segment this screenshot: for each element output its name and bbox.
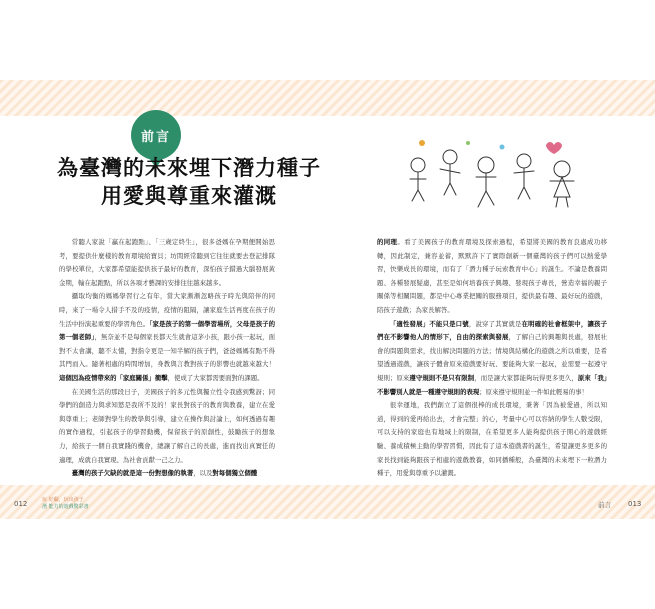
highlight-text: 遵守規則不是只有限制 (409, 373, 475, 382)
paragraph-text: ，以及 (193, 469, 213, 478)
paragraph-text: ，無奈並不是每個家長都天生就會這茅小孩，跟小孩一起玩，面對不太會講，聽不太懂，對指令更是一知半解的孩子們，爸爸媽媽有點不得其門而入。隨著相處的時間增加，身教與言教對孩子的影響也就越來越大！ (59, 333, 275, 369)
left-text-column (59, 236, 275, 481)
paragraph-text: ；原來遵守規則並一件如此輕易的事！ (479, 387, 588, 396)
paragraph: 在美國生活的那段日子，美國孩子的多元性與獨立性令我感到驚訝；同學們的創造力與求知慾是我所不及的！家長對孩子的教育與教養，建立在愛與尊重上；老師對學生的教學與引導，建立在操作與討論上，如何透過有趣的實作過程，引起孩子的學習動機，保留孩子的原創性，鼓勵孩子的想象力，給孩子一個自我實踐的機會，總讓了解自己的長處，進而找出真實任的適理，成就自我實現、為社會貢獻一己之力。 (59, 387, 275, 464)
children-doodle-illustration (398, 135, 588, 215)
child-1-body (410, 172, 426, 201)
preface-badge: 前言 (131, 110, 181, 160)
child-5-head (554, 161, 570, 177)
brand-line-1: 玩 好礙，玩出孩子 (42, 497, 84, 503)
page-number-right: 013 (628, 500, 642, 508)
top-decorative-band (0, 80, 655, 116)
highlight-text: 「適性發展」不能只是口號 (389, 319, 469, 328)
paragraph-text: 。看了美國孩子的教育環境及探索過程，希望將美國的教育良處成功移轉，因此制定，兼容並蓄，默默許下了實際創新一個臺灣的孩子們可以熱愛學習，快樂成長的環境，而有了「潛力種子玩索教育中心」的誕生。不論是教養問題、各種發展疑慮，甚至是如何培養孩子興趣、發現孩子專長，營造幸福的親子關係等相關問題，都是中心專業把關的服務項目，提供最有趣、最好玩的遊戲，陪孩子遊戲；為家長解答。 (377, 238, 607, 314)
paragraph: 常聽人家說「贏在起跑點」、「三歲定終生」，很多爸媽在孕期便開始思考，要提供什麼樣的教育環境給寶貝；坊間經常聽到它往往就要去登記排隊的學校單位，大家都希望能提供孩子最好的教育，深怕孩子錯過大腦發展黃金期，輸在起跑點，所以各項才藝課的安排往往越來越多。 (59, 238, 275, 287)
highlight-text: 原來「我」不影響別人就是一種遵守規則的表現 (377, 373, 608, 396)
right-text-column (377, 236, 607, 481)
heart-icon (546, 142, 562, 154)
section-label: 前言 (598, 501, 611, 509)
child-2-head (443, 150, 457, 164)
child-5-body (550, 177, 574, 207)
child-3-head (478, 157, 494, 173)
child-2-body (440, 164, 460, 195)
spark-dot-icon (500, 145, 505, 150)
brand-line-2: 潛 能力的遊戲驚彩書 (42, 504, 89, 510)
highlight-text: 在明確的社會框架中，讓孩子們在不影響他人的情形下，自由的探索與發展 (377, 319, 608, 342)
paragraph-text: ，了解自己的興趣與長處，發展社會的問題與需求，找出解決問題的方法；情境與結構化的遊戲之所以重要，是希望透過遊戲，讓孩子體會原來遊戲要好玩、要能夠大家一起玩，並需要一起遵守規則；原來 (377, 333, 608, 382)
page-title-line1: 為臺灣的未來埋下潛力種子 (57, 155, 321, 180)
highlight-text: 「家是孩子的第一個學習場所，父母是孩子的第一個老師」 (59, 319, 275, 342)
highlight-text: 對每個獨立個體 (212, 469, 258, 478)
paragraph-text: 攝取均衡的媽媽學習行之有年，當大家漸漸忽略孩子時光與陪伴的同時，來了一場令人措手不及的疫情，疫情的阻隔，讓家庭生活再度在孩子的生活中扮演起重要的學習角色。 (59, 292, 275, 328)
paragraph-text: ，說穿了其實就是 (468, 319, 522, 328)
child-4-head (517, 154, 531, 168)
paragraph (377, 236, 607, 318)
spark-dot-icon (419, 140, 425, 146)
child-3-body (476, 173, 496, 207)
paragraph-text: ，使成了大家都需要面對的課題。 (167, 373, 264, 382)
page-title-line2: 用愛與尊重來灌溉 (101, 183, 277, 208)
paragraph (59, 290, 275, 385)
page-number-left: 012 (14, 500, 28, 508)
paragraph (377, 318, 607, 400)
highlight-text: 臺灣的孩子欠缺的就是這一份對想像的執著 (71, 469, 194, 478)
spark-dot-icon (466, 141, 470, 145)
paragraph (59, 467, 275, 481)
paragraph-text: ，而是讓大家都能夠玩得更多更久， (474, 373, 578, 382)
paragraph: 很幸運地，我們創立了這個很棒的成長環境，秉著「因為被愛過，所以知道，得到的愛再給出去，才會完整」的心，考量中心可以容納的學生人數受限，可以支持的家庭也有地域上的限制，在希望更多人能夠提供孩子開心的遊戲經驗、養成積極主動的學習習慣，因此有了這本遊戲書的誕生，希望讓更多更多的家長找到能夠跟孩子相處的遊戲教養，如同播種般，為臺灣的未來埋下一粒潛力種子，用愛與尊重予以灌溉。 (377, 401, 607, 478)
highlight-text: 的同理 (377, 238, 398, 246)
book-brand (42, 497, 112, 511)
highlight-text: 這個因為疫情帶來的「家庭關係」衝擊 (59, 373, 168, 382)
child-4-body (514, 168, 534, 199)
child-1-head (411, 158, 425, 172)
